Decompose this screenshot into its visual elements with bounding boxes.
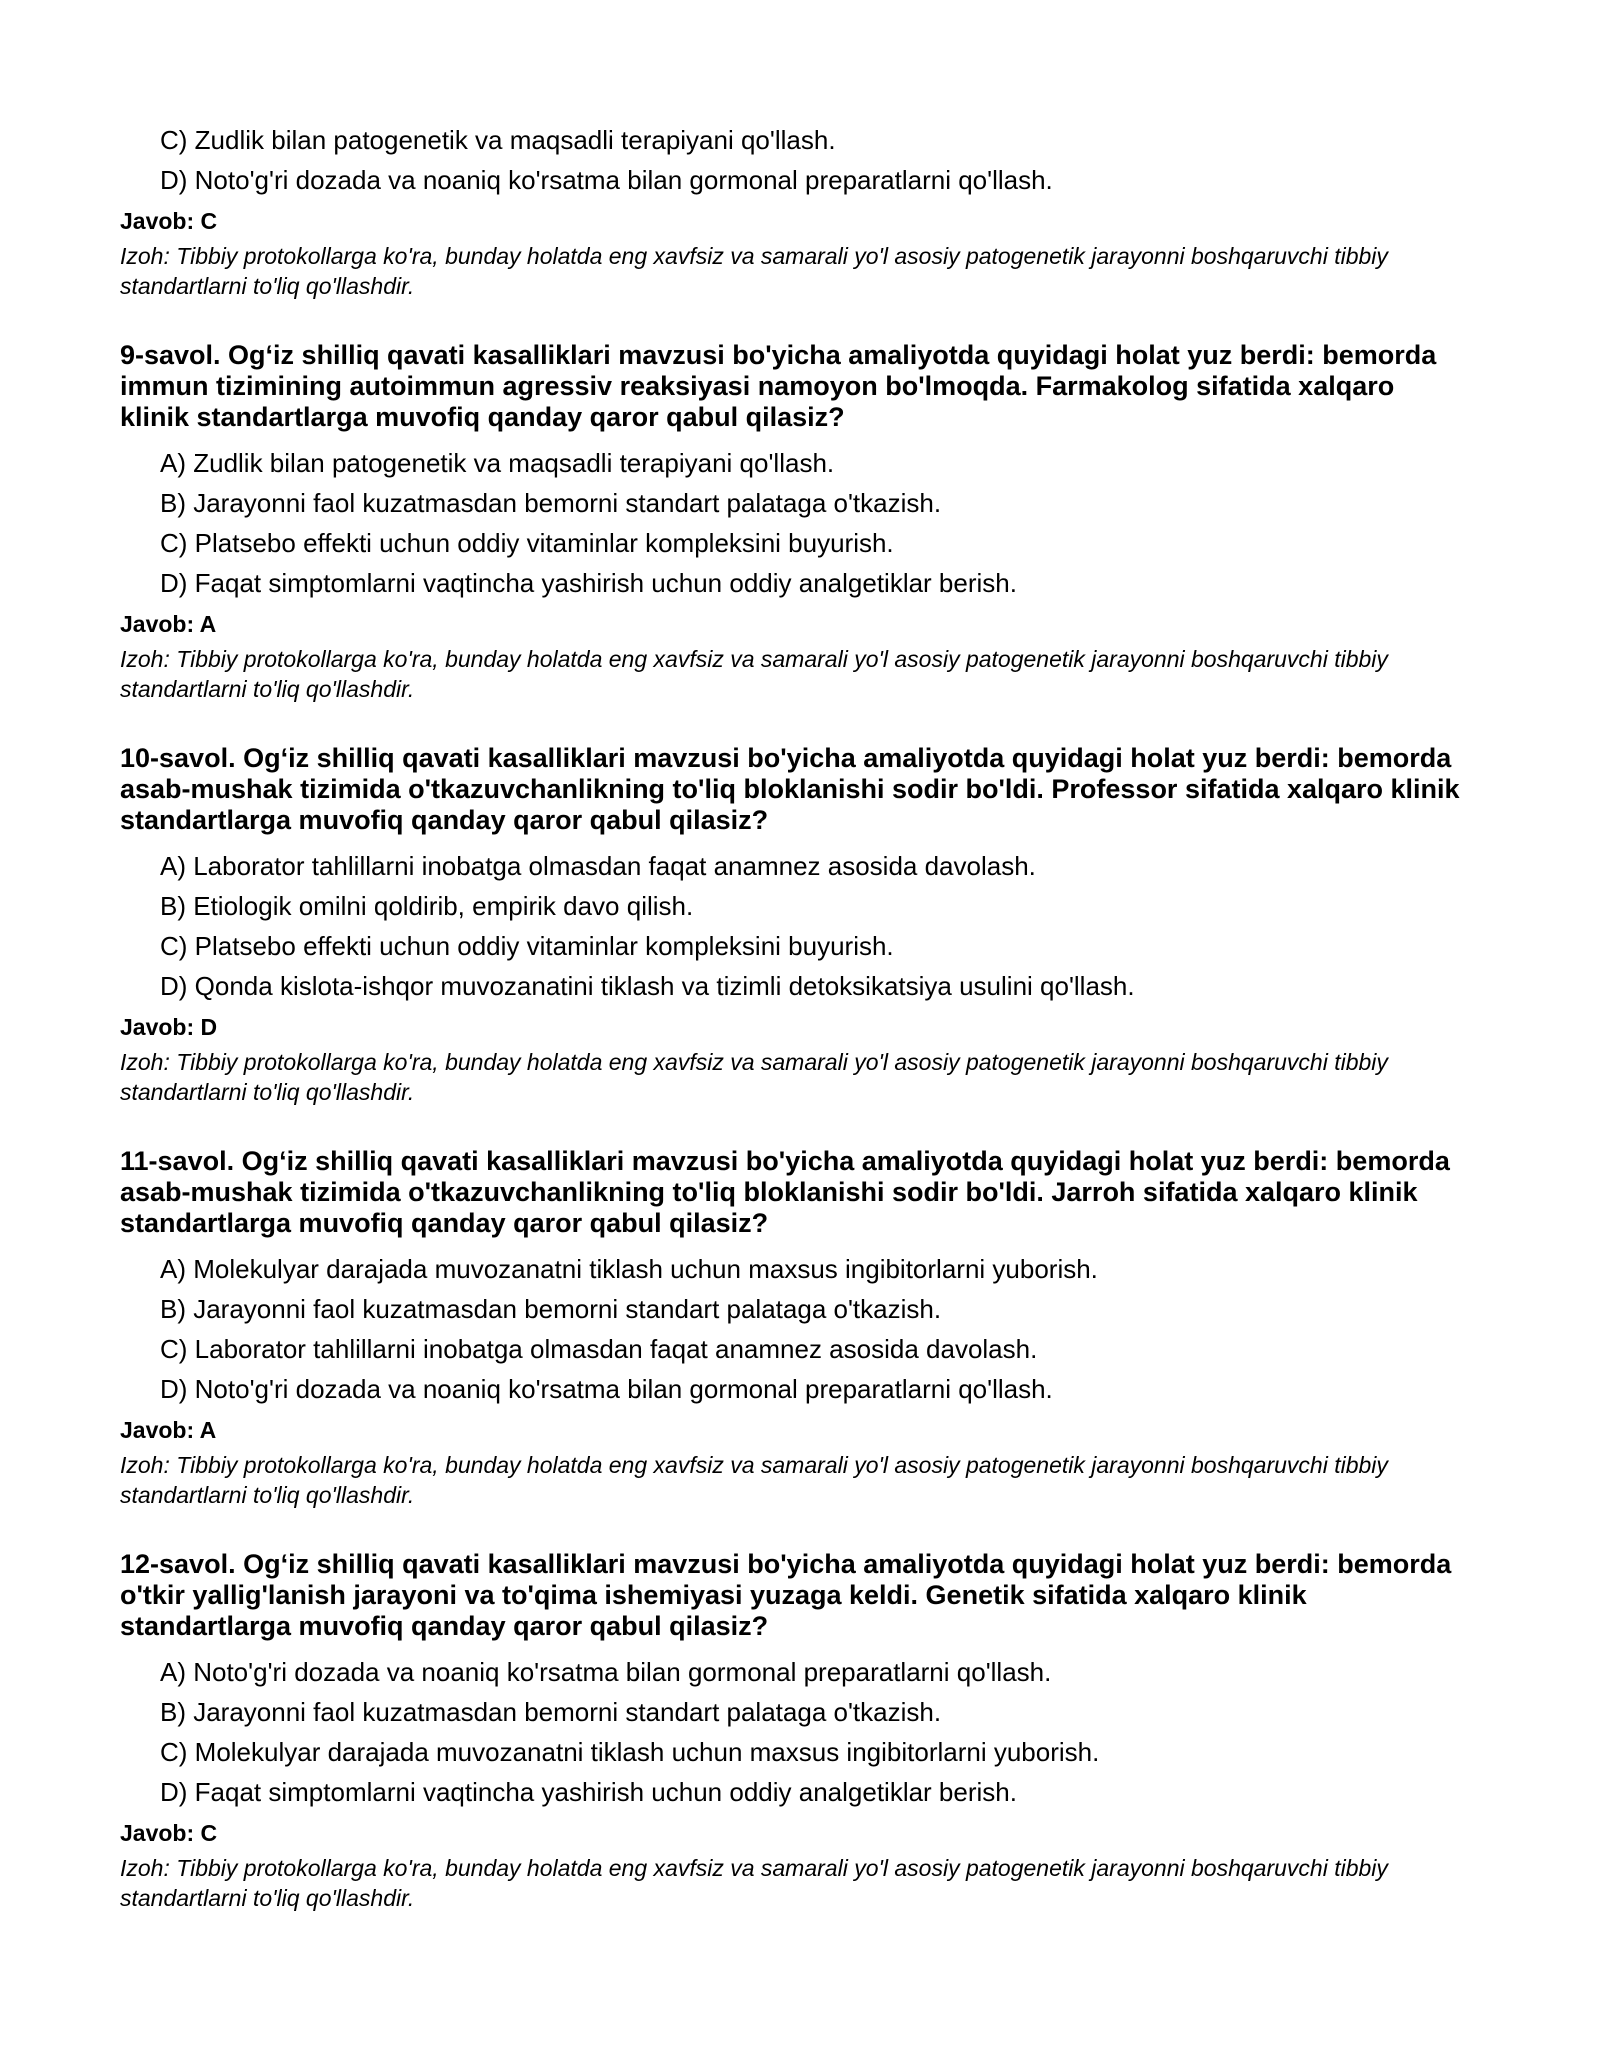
- question-11: [120, 1146, 1460, 1510]
- explanation-note: Izoh: Tibbiy protokollarga ko'ra, bunday holatda eng xavfsiz va samarali yo'l asosiy patogenetik jarayonni boshqaruvchi tibbiy standartlarni to'liq qo'llashdir.: [120, 1049, 1388, 1105]
- answer-options: [120, 1652, 1460, 1812]
- option-d: D) Noto'g'ri dozada va noaniq ko'rsatma bilan gormonal preparatlarni qo'llash.: [160, 1374, 1053, 1404]
- option-a: A) Molekulyar darajada muvozanatni tiklash uchun maxsus ingibitorlarni yuborish.: [160, 1254, 1098, 1284]
- answer-options: [120, 1249, 1460, 1409]
- option-a: A) Laborator tahlillarni inobatga olmasdan faqat anamnez asosida davolash.: [160, 851, 1036, 881]
- option-c: C) Platsebo effekti uchun oddiy vitaminlar kompleksini buyurish.: [160, 528, 894, 558]
- option-a: A) Zudlik bilan patogenetik va maqsadli terapiyani qo'llash.: [160, 448, 835, 478]
- option-a: A) Noto'g'ri dozada va noaniq ko'rsatma bilan gormonal preparatlarni qo'llash.: [160, 1657, 1052, 1687]
- question-12: [120, 1549, 1460, 1913]
- option-d: D) Faqat simptomlarni vaqtincha yashirish uchun oddiy analgetiklar berish.: [160, 1777, 1017, 1807]
- option-c: C) Zudlik bilan patogenetik va maqsadli terapiyani qo'llash.: [160, 125, 836, 155]
- answer-key: Javob: A: [120, 611, 217, 637]
- answer-key: Javob: A: [120, 1417, 217, 1443]
- option-c: C) Molekulyar darajada muvozanatni tiklash uchun maxsus ingibitorlarni yuborish.: [160, 1737, 1100, 1767]
- question-text: 10-savol. Og‘iz shilliq qavati kasalliklari mavzusi bo'yicha amaliyotda quyidagi holat yuz berdi: bemorda asab-mushak tizimida o'tkazuvchanlikning to'liq bloklanishi sodir bo'ldi. Professor sifatida xalqaro klinik standartlarga muvofiq qanday qaror qabul qilasiz?: [120, 743, 1460, 835]
- question-text: 11-savol. Og‘iz shilliq qavati kasalliklari mavzusi bo'yicha amaliyotda quyidagi holat yuz berdi: bemorda asab-mushak tizimida o'tkazuvchanlikning to'liq bloklanishi sodir bo'ldi. Jarroh sifatida xalqaro klinik standartlarga muvofiq qanday qaror qabul qilasiz?: [120, 1146, 1450, 1238]
- option-c: C) Platsebo effekti uchun oddiy vitaminlar kompleksini buyurish.: [160, 931, 894, 961]
- option-d: D) Faqat simptomlarni vaqtincha yashirish uchun oddiy analgetiklar berish.: [160, 568, 1017, 598]
- option-d: D) Qonda kislota-ishqor muvozanatini tiklash va tizimli detoksikatsiya usulini qo'llash.: [160, 971, 1135, 1001]
- question-10: [120, 743, 1460, 1107]
- explanation-note: Izoh: Tibbiy protokollarga ko'ra, bunday holatda eng xavfsiz va samarali yo'l asosiy patogenetik jarayonni boshqaruvchi tibbiy standartlarni to'liq qo'llashdir.: [120, 1855, 1388, 1911]
- option-b: B) Jarayonni faol kuzatmasdan bemorni standart palataga o'tkazish.: [160, 1697, 942, 1727]
- question-text: 12-savol. Og‘iz shilliq qavati kasalliklari mavzusi bo'yicha amaliyotda quyidagi holat yuz berdi: bemorda o'tkir yallig'lanish jarayoni va to'qima ishemiyasi yuzaga keldi. Genetik sifatida xalqaro klinik standartlarga muvofiq qanday qaror qabul qilasiz?: [120, 1549, 1452, 1641]
- question-text: 9-savol. Og‘iz shilliq qavati kasalliklari mavzusi bo'yicha amaliyotda quyidagi holat yuz berdi: bemorda immun tizimining autoimmun agressiv reaksiyasi namoyon bo'lmoqda. Farmakolog sifatida xalqaro klinik standartlarga muvofiq qanday qaror qabul qilasiz?: [120, 340, 1437, 432]
- explanation-note: Izoh: Tibbiy protokollarga ko'ra, bunday holatda eng xavfsiz va samarali yo'l asosiy patogenetik jarayonni boshqaruvchi tibbiy standartlarni to'liq qo'llashdir.: [120, 243, 1388, 299]
- answer-key: Javob: D: [120, 1014, 218, 1040]
- option-c: C) Laborator tahlillarni inobatga olmasdan faqat anamnez asosida davolash.: [160, 1334, 1038, 1364]
- explanation-note: Izoh: Tibbiy protokollarga ko'ra, bunday holatda eng xavfsiz va samarali yo'l asosiy patogenetik jarayonni boshqaruvchi tibbiy standartlarni to'liq qo'llashdir.: [120, 1452, 1388, 1508]
- answer-options: [120, 846, 1460, 1006]
- question-8-continuation: [120, 120, 1460, 301]
- option-b: B) Jarayonni faol kuzatmasdan bemorni standart palataga o'tkazish.: [160, 488, 942, 518]
- answer-options: [120, 120, 1460, 200]
- option-b: B) Jarayonni faol kuzatmasdan bemorni standart palataga o'tkazish.: [160, 1294, 942, 1324]
- answer-options: [120, 443, 1460, 603]
- answer-key: Javob: C: [120, 208, 218, 234]
- option-d: D) Noto'g'ri dozada va noaniq ko'rsatma bilan gormonal preparatlarni qo'llash.: [160, 165, 1053, 195]
- answer-key: Javob: C: [120, 1820, 218, 1846]
- option-b: B) Etiologik omilni qoldirib, empirik davo qilish.: [160, 891, 694, 921]
- question-9: [120, 340, 1460, 704]
- explanation-note: Izoh: Tibbiy protokollarga ko'ra, bunday holatda eng xavfsiz va samarali yo'l asosiy patogenetik jarayonni boshqaruvchi tibbiy standartlarni to'liq qo'llashdir.: [120, 646, 1388, 702]
- document-page: [120, 120, 1460, 1913]
